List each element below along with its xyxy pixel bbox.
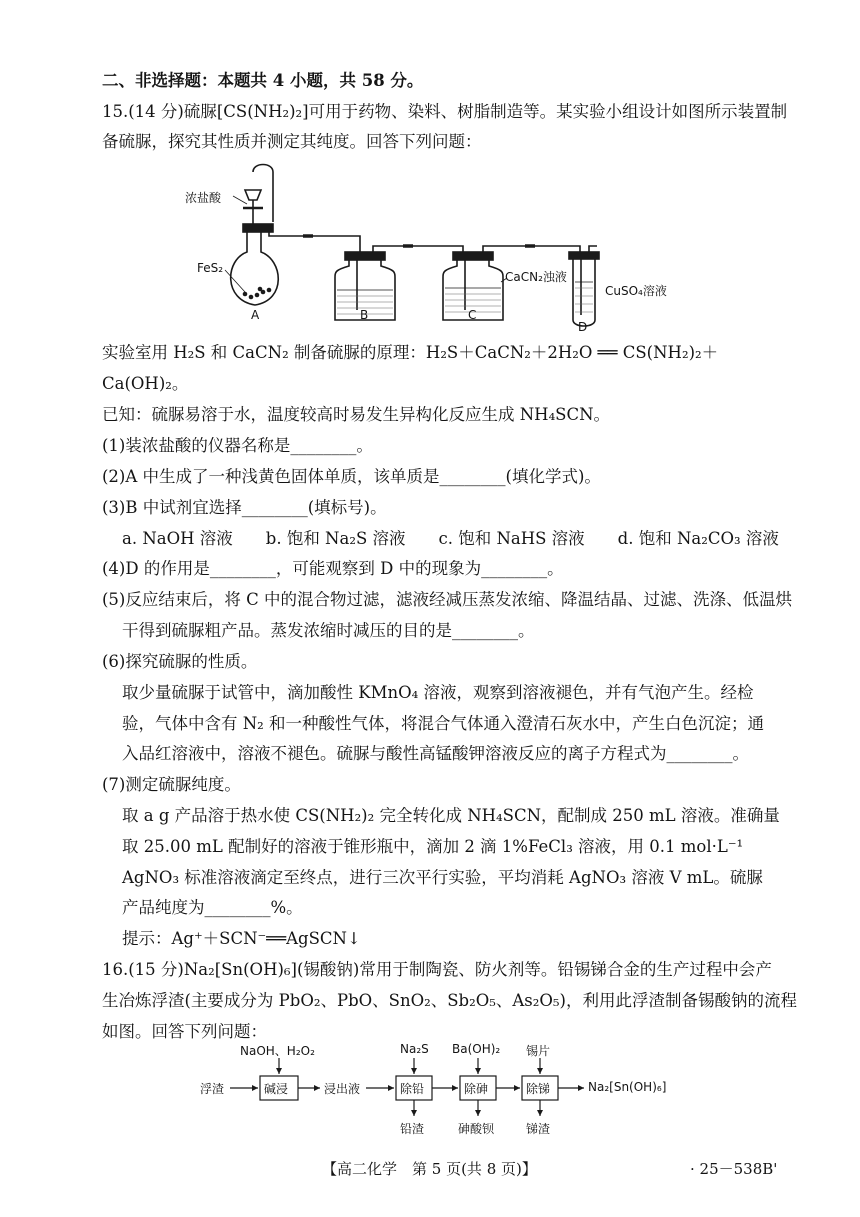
flow-waste-2: 铅渣 (400, 1122, 425, 1136)
sub-question-7: (7)测定硫脲纯度。 (102, 775, 241, 794)
hint: 提示：Ag⁺＋SCN⁻══AgSCN↓ (122, 929, 361, 948)
sub-question-6-line-2: 验，气体中含有 N₂ 和一种酸性气体，将混合气体通入澄清石灰水中，产生白色沉淀；通 (122, 714, 765, 733)
flow-step-remove-lead: 除铅 (400, 1082, 425, 1096)
sub-question-6-line-3: 入品红溶液中，溶液不褪色。硫脲与酸性高锰酸钾溶液反应的离子方程式为________。 (122, 744, 749, 763)
footer-page-info: 【高二化学 第 5 页(共 8 页)】 (322, 1160, 537, 1178)
label-cacn2: CaCN₂浊液 (505, 270, 567, 284)
sub-question-5-line-2: 干得到硫脲粗产品。蒸发浓缩时减压的目的是________。 (122, 621, 535, 640)
sub-question-7-line-2: 取 25.00 mL 配制好的溶液于锥形瓶中，滴加 2 滴 1%FeCl₃ 溶液，用 0.1 mol·L⁻¹ (122, 837, 744, 856)
flow-reagent-2: Na₂S (400, 1042, 429, 1056)
tube-b-c (373, 246, 463, 260)
label-b: B (360, 308, 369, 322)
label-concentrated-hcl: 浓盐酸 (185, 191, 222, 205)
label-a: A (251, 308, 260, 322)
sub-question-4: (4)D 的作用是________，可能观察到 D 中的现象为________。 (102, 559, 564, 578)
flow-start: 浮渣 (200, 1082, 225, 1096)
fes2-solid (243, 287, 272, 300)
stopper-d (569, 252, 599, 259)
stopper-c (453, 252, 493, 260)
apparatus-diagram (185, 160, 667, 335)
sub-question-7-line-1: 取 a g 产品溶于热水使 CS(NH₂)₂ 完全转化成 NH₄SCN，配制成 250 mL 溶液。准确量 (122, 806, 780, 825)
test-tube-d (573, 259, 595, 326)
sub-question-7-line-3: AgNO₃ 标准溶液滴定至终点，进行三次平行实验，平均消耗 AgNO₃ 溶液 V mL。硫脲 (122, 868, 763, 887)
sub-question-6-line-1: 取少量硫脲于试管中，滴加酸性 KMnO₄ 溶液，观察到溶液褪色，并有气泡产生。经检 (122, 683, 754, 702)
flow-step-remove-arsenic: 除砷 (464, 1082, 489, 1096)
separatory-funnel (245, 190, 261, 200)
label-d: D (578, 320, 588, 334)
principle-line-1: 实验室用 H₂S 和 CaCN₂ 制备硫脲的原理：H₂S＋CaCN₂＋2H₂O ══ CS(NH₂)₂＋ (102, 343, 719, 362)
funnel-tube (253, 165, 273, 223)
principle-line-2: Ca(OH)₂。 (102, 374, 189, 393)
sub-question-2: (2)A 中生成了一种浅黄色固体单质，该单质是________(填化学式)。 (102, 467, 601, 486)
flow-waste-3: 砷酸钡 (458, 1122, 495, 1136)
q16-intro-line-2: 生冶炼浮渣(主要成分为 PbO₂、PbO、SnO₂、Sb₂O₅、As₂O₅)，利用此浮渣制备锡酸钠的流程 (102, 991, 797, 1010)
sub-question-1: (1)装浓盐酸的仪器名称是________。 (102, 436, 373, 455)
flow-step-alkali-leach: 碱浸 (264, 1082, 289, 1096)
label-c: C (468, 308, 477, 322)
flow-reagent-4: 锡片 (526, 1044, 551, 1058)
flow-step-remove-antimony: 除锑 (526, 1082, 551, 1096)
label-cuso4: CuSO₄溶液 (605, 284, 667, 298)
footer-code: · 25－538B' (690, 1160, 778, 1178)
tube-a-b (269, 228, 360, 252)
stopper-b (345, 252, 385, 260)
q16-intro-line-3: 如图。回答下列问题： (102, 1022, 267, 1041)
sub-question-6: (6)探究硫脲的性质。 (102, 652, 258, 671)
q15-intro-line-1: 15.(14 分)硫脲[CS(NH₂)₂]可用于药物、染料、树脂制造等。某实验小组设计如图所示装置制 (102, 102, 788, 121)
tube-c-d (483, 246, 580, 260)
process-flowchart (200, 1040, 680, 1140)
sub-question-7-line-4: 产品纯度为________%。 (122, 898, 303, 917)
flow-reagent-3: Ba(OH)₂ (452, 1042, 501, 1056)
sub-question-3-options: a. NaOH 溶液 b. 饱和 Na₂S 溶液 c. 饱和 NaHS 溶液 d. 饱和 Na₂CO₃ 溶液 (122, 529, 779, 548)
label-fes2: FeS₂ (197, 261, 224, 275)
flow-reagent-1: NaOH、H₂O₂ (240, 1044, 315, 1058)
flow-waste-4: 锑渣 (526, 1122, 551, 1136)
section-title: 二、非选择题：本题共 4 小题，共 58 分。 (102, 71, 424, 90)
flask-a (231, 230, 279, 305)
sub-question-3: (3)B 中试剂宜选择________(填标号)。 (102, 498, 387, 517)
q16-intro-line-1: 16.(15 分)Na₂[Sn(OH)₆](锡酸钠)常用于制陶瓷、防火剂等。铅锡锑合金的生产过程中会产 (102, 960, 772, 979)
q15-intro-line-2: 备硫脲，探究其性质并测定其纯度。回答下列问题： (102, 132, 482, 151)
flow-product: Na₂[Sn(OH)₆] (588, 1080, 667, 1094)
flow-intermediate: 浸出液 (324, 1082, 361, 1096)
known-info: 已知：硫脲易溶于水，温度较高时易发生异构化反应生成 NH₄SCN。 (102, 405, 611, 424)
sub-question-5-line-1: (5)反应结束后，将 C 中的混合物过滤，滤液经减压蒸发浓缩、降温结晶、过滤、洗涤、低温烘 (102, 590, 792, 609)
